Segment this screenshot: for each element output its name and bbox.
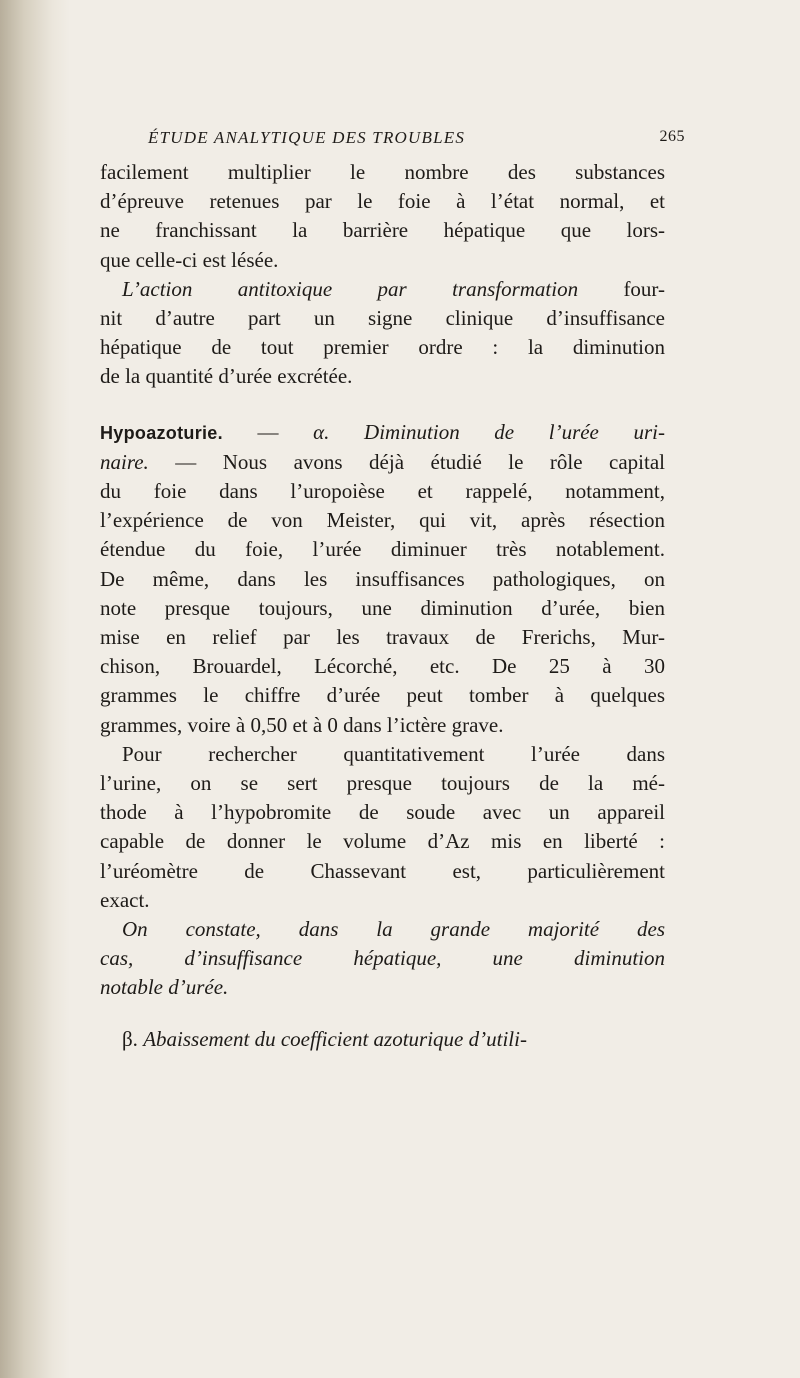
text-line: que celle-ci est lésée. [100, 247, 279, 272]
text-line: mise en relief par les travaux de Frerichs, Mur- [100, 625, 665, 650]
text-line: l’expérience de von Meister, qui vit, après résection [100, 508, 665, 533]
book-spine-shadow [0, 0, 70, 1378]
text-fragment: — [222, 419, 314, 444]
text-line: thode à l’hypobromite de soude avec un appareil [100, 800, 665, 825]
text-line: grammes le chiffre d’urée peut tomber à quelques [100, 683, 665, 708]
text-line: étendue du foie, l’urée diminuer très notablement. [100, 537, 665, 562]
text-line: capable de donner le volume d’Az mis en liberté : [100, 829, 665, 854]
text-line: l’urine, on se sert presque toujours de la mé- [100, 771, 665, 796]
text-line: exact. [100, 887, 150, 912]
paragraph-conclusion [100, 915, 665, 1003]
text-line [100, 418, 665, 448]
section-spacer [100, 392, 665, 418]
text-line: hépatique de tout premier ordre : la diminution [100, 335, 665, 360]
text-line: d’épreuve retenues par le foie à l’état normal, et [100, 189, 665, 214]
text-line [100, 275, 665, 304]
subheading-italic: naire. [100, 449, 149, 474]
running-title: ÉTUDE ANALYTIQUE DES TROUBLES [148, 128, 466, 147]
italic-phrase: L’action antitoxique par transformation [122, 276, 579, 301]
body-text [100, 158, 665, 1054]
text-line: chison, Brouardel, Lécorché, etc. De 25 à 30 [100, 654, 665, 679]
text-line: nit d’autre part un signe clinique d’insuffisance [100, 306, 665, 331]
running-head [100, 128, 685, 158]
subheading-italic: Abaissement du coefficient azoturique d’utili- [137, 1026, 527, 1051]
paragraph-antitoxic-action [100, 275, 665, 392]
text-line: notable d’urée. [100, 975, 229, 1000]
greek-alpha: α. [313, 419, 330, 444]
text-line: De même, dans les insuffisances pathologiques, on [100, 566, 665, 591]
text-line: ne franchissant la barrière hépatique que lors- [100, 218, 665, 243]
text-line: du foie dans l’uropoièse et rappelé, notamment, [100, 479, 665, 504]
subheading-italic: Diminution de l’urée uri- [329, 419, 665, 444]
text-fragment: — Nous avons déjà étudié le rôle capital [148, 449, 665, 474]
text-line [100, 1025, 665, 1054]
text-line: l’uréomètre de Chassevant est, particulièrement [100, 858, 665, 883]
text-fragment: four- [578, 276, 665, 301]
text-line [100, 448, 665, 477]
text-line: note presque toujours, une diminution d’urée, bien [100, 595, 665, 620]
text-line: de la quantité d’urée excrétée. [100, 364, 353, 389]
subsection-beta [100, 1025, 665, 1054]
paragraph-measurement [100, 740, 665, 915]
text-line: grammes, voire à 0,50 et à 0 dans l’ictère grave. [100, 712, 504, 737]
text-line: cas, d’insuffisance hépatique, une diminution [100, 946, 665, 971]
section-hypoazoturie [100, 418, 665, 740]
paragraph-substances [100, 158, 665, 275]
text-line: facilement multiplier le nombre des substances [100, 160, 665, 184]
text-line: On constate, dans la grande majorité des [122, 917, 665, 942]
greek-beta: β. [122, 1026, 138, 1051]
document-page [100, 128, 685, 1054]
page-number: 265 [659, 128, 685, 145]
text-line: Pour rechercher quantitativement l’urée dans [122, 741, 665, 766]
section-spacer [100, 1003, 665, 1025]
section-heading: Hypoazoturie. [100, 422, 223, 443]
